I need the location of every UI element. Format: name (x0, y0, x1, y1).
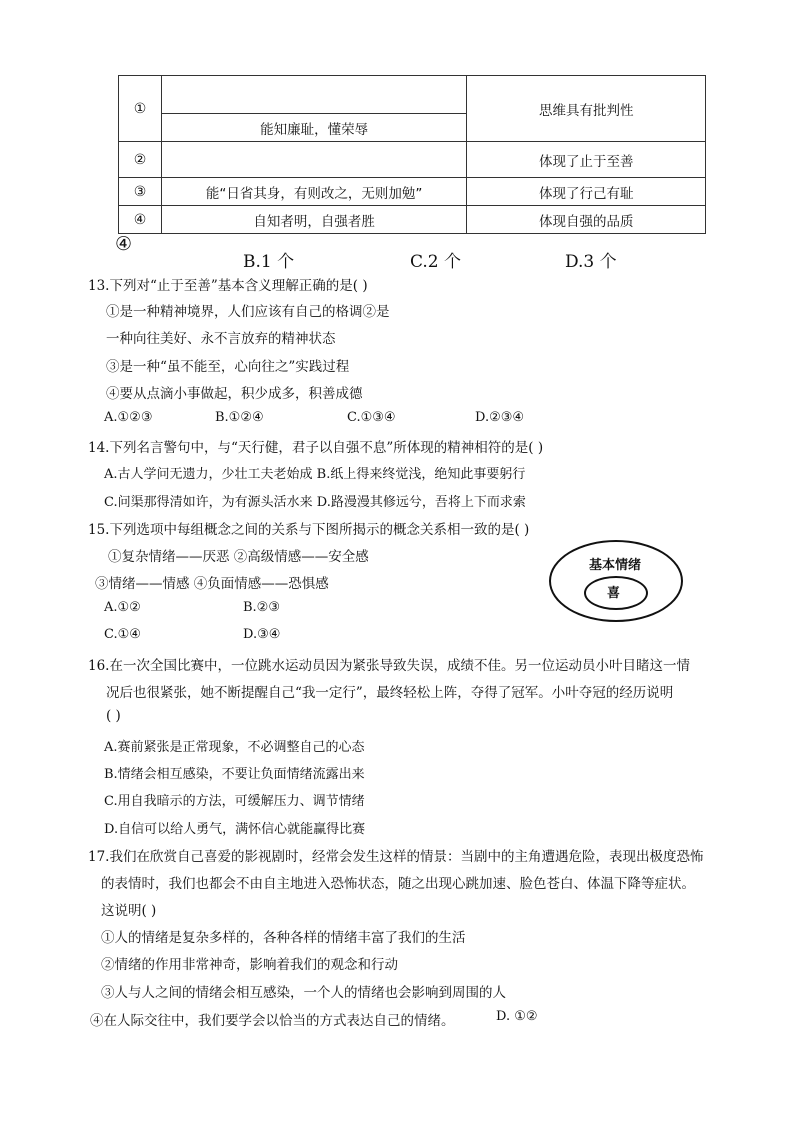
question-line: ③人与人之间的情绪会相互感染，一个人的情绪也会影响到周围的人 (101, 985, 506, 1001)
table-cell (161, 76, 466, 114)
table-cell: 自知者明，自强者胜 (161, 206, 466, 234)
diagram-inner-label: 喜 (607, 586, 621, 601)
row-number: ③ (119, 178, 162, 206)
table-cell: 体现了行己有耻 (467, 178, 706, 206)
table-cell: 能知廉耻，懂荣辱 (161, 114, 466, 142)
options-line: C.问渠那得清如许，为有源头活水来 D.路漫漫其修远兮，吾将上下而求索 (104, 495, 526, 510)
question-line: ④要从点滴小事做起，积少成多，积善成德 (106, 386, 363, 402)
option-d: D.自信可以给人勇气，满怀信心就能赢得比赛 (104, 822, 366, 837)
question-line: ②情绪的作用非常神奇，影响着我们的观念和行动 (101, 957, 398, 973)
option-marker: ④ (115, 233, 133, 255)
question-line: ④在人际交往中，我们要学会以恰当的方式表达自己的情绪。 (90, 1013, 455, 1029)
row-number: ④ (119, 206, 162, 234)
option-a: A.①②③ (104, 410, 153, 425)
table-cell: 体现了止于至善 (467, 142, 706, 178)
question-17-stem: 17.我们在欣赏自己喜爱的影视剧时，经常会发生这样的情景：当剧中的主角遭遇危险，表现出极度恐怖 (88, 849, 704, 865)
table-cell: 体现自强的品质 (467, 206, 706, 234)
table-cell: 能“日省其身，有则改之，无则加勉” (161, 178, 466, 206)
question-line: 这说明( ) (101, 903, 157, 919)
question-line: 况后也很紧张，她不断提醒自己“我一定行”，最终轻松上阵，夺得了冠军。小叶夺冠的经历说明 (106, 685, 674, 701)
option-c: C.①③④ (347, 410, 396, 425)
options-line: A.古人学问无遗力，少壮工夫老始成 B.纸上得来终觉浅，绝知此事要躬行 (104, 467, 526, 482)
answer-table (118, 75, 706, 234)
table-cell: 思维具有批判性 (467, 76, 706, 142)
question-line: ( ) (106, 708, 121, 724)
question-line: ③是一种“虽不能至，心向往之”实践过程 (106, 359, 350, 375)
option-d: D.③④ (243, 627, 281, 642)
question-16-stem: 16.在一次全国比赛中，一位跳水运动员因为紧张导致失误，成绩不佳。另一位运动员小叶目睹这一情 (88, 658, 690, 674)
option-d: D. ①② (496, 1009, 538, 1024)
option-a: A.①② (104, 600, 141, 615)
option-c: C.用自我暗示的方法，可缓解压力、调节情绪 (104, 794, 365, 809)
table-cell (161, 142, 466, 178)
question-line: ①人的情绪是复杂多样的，各种各样的情绪丰富了我们的生活 (101, 930, 466, 946)
question-15-stem: 15.下列选项中每组概念之间的关系与下图所揭示的概念关系相一致的是( ) (88, 522, 530, 538)
row-number: ① (119, 76, 162, 142)
option-c: C.①④ (104, 627, 141, 642)
option-d: D.3 个 (565, 252, 617, 272)
question-14-stem: 14.下列名言警句中，与“天行健，君子以自强不息”所体现的精神相符的是( ) (88, 440, 544, 456)
row-number: ② (119, 142, 162, 178)
option-c: C.2 个 (410, 252, 462, 272)
question-line: ①是一种精神境界，人们应该有自己的格调②是 (106, 304, 390, 320)
question-line: 的表情时，我们也都会不由自主地进入恐怖状态，随之出现心跳加速、脸色苍白、体温下降等症状。 (101, 876, 695, 892)
question-13-stem: 13.下列对“止于至善”基本含义理解正确的是( ) (88, 278, 368, 294)
option-d: D.②③④ (475, 410, 525, 425)
option-b: B.②③ (243, 600, 280, 615)
diagram-outer-label: 基本情绪 (589, 558, 642, 573)
question-line: ①复杂情绪——厌恶 ②高级情感——安全感 (108, 549, 369, 565)
question-line: 一种向往美好、永不言放弃的精神状态 (106, 331, 336, 347)
option-a: A.赛前紧张是正常现象，不必调整自己的心态 (104, 740, 365, 755)
option-b: B.1 个 (243, 252, 295, 272)
option-b: B.①②④ (215, 410, 264, 425)
option-b: B.情绪会相互感染，不要让负面情绪流露出来 (104, 767, 365, 782)
question-line: ③情绪——情感 ④负面情感——恐惧感 (95, 576, 329, 592)
